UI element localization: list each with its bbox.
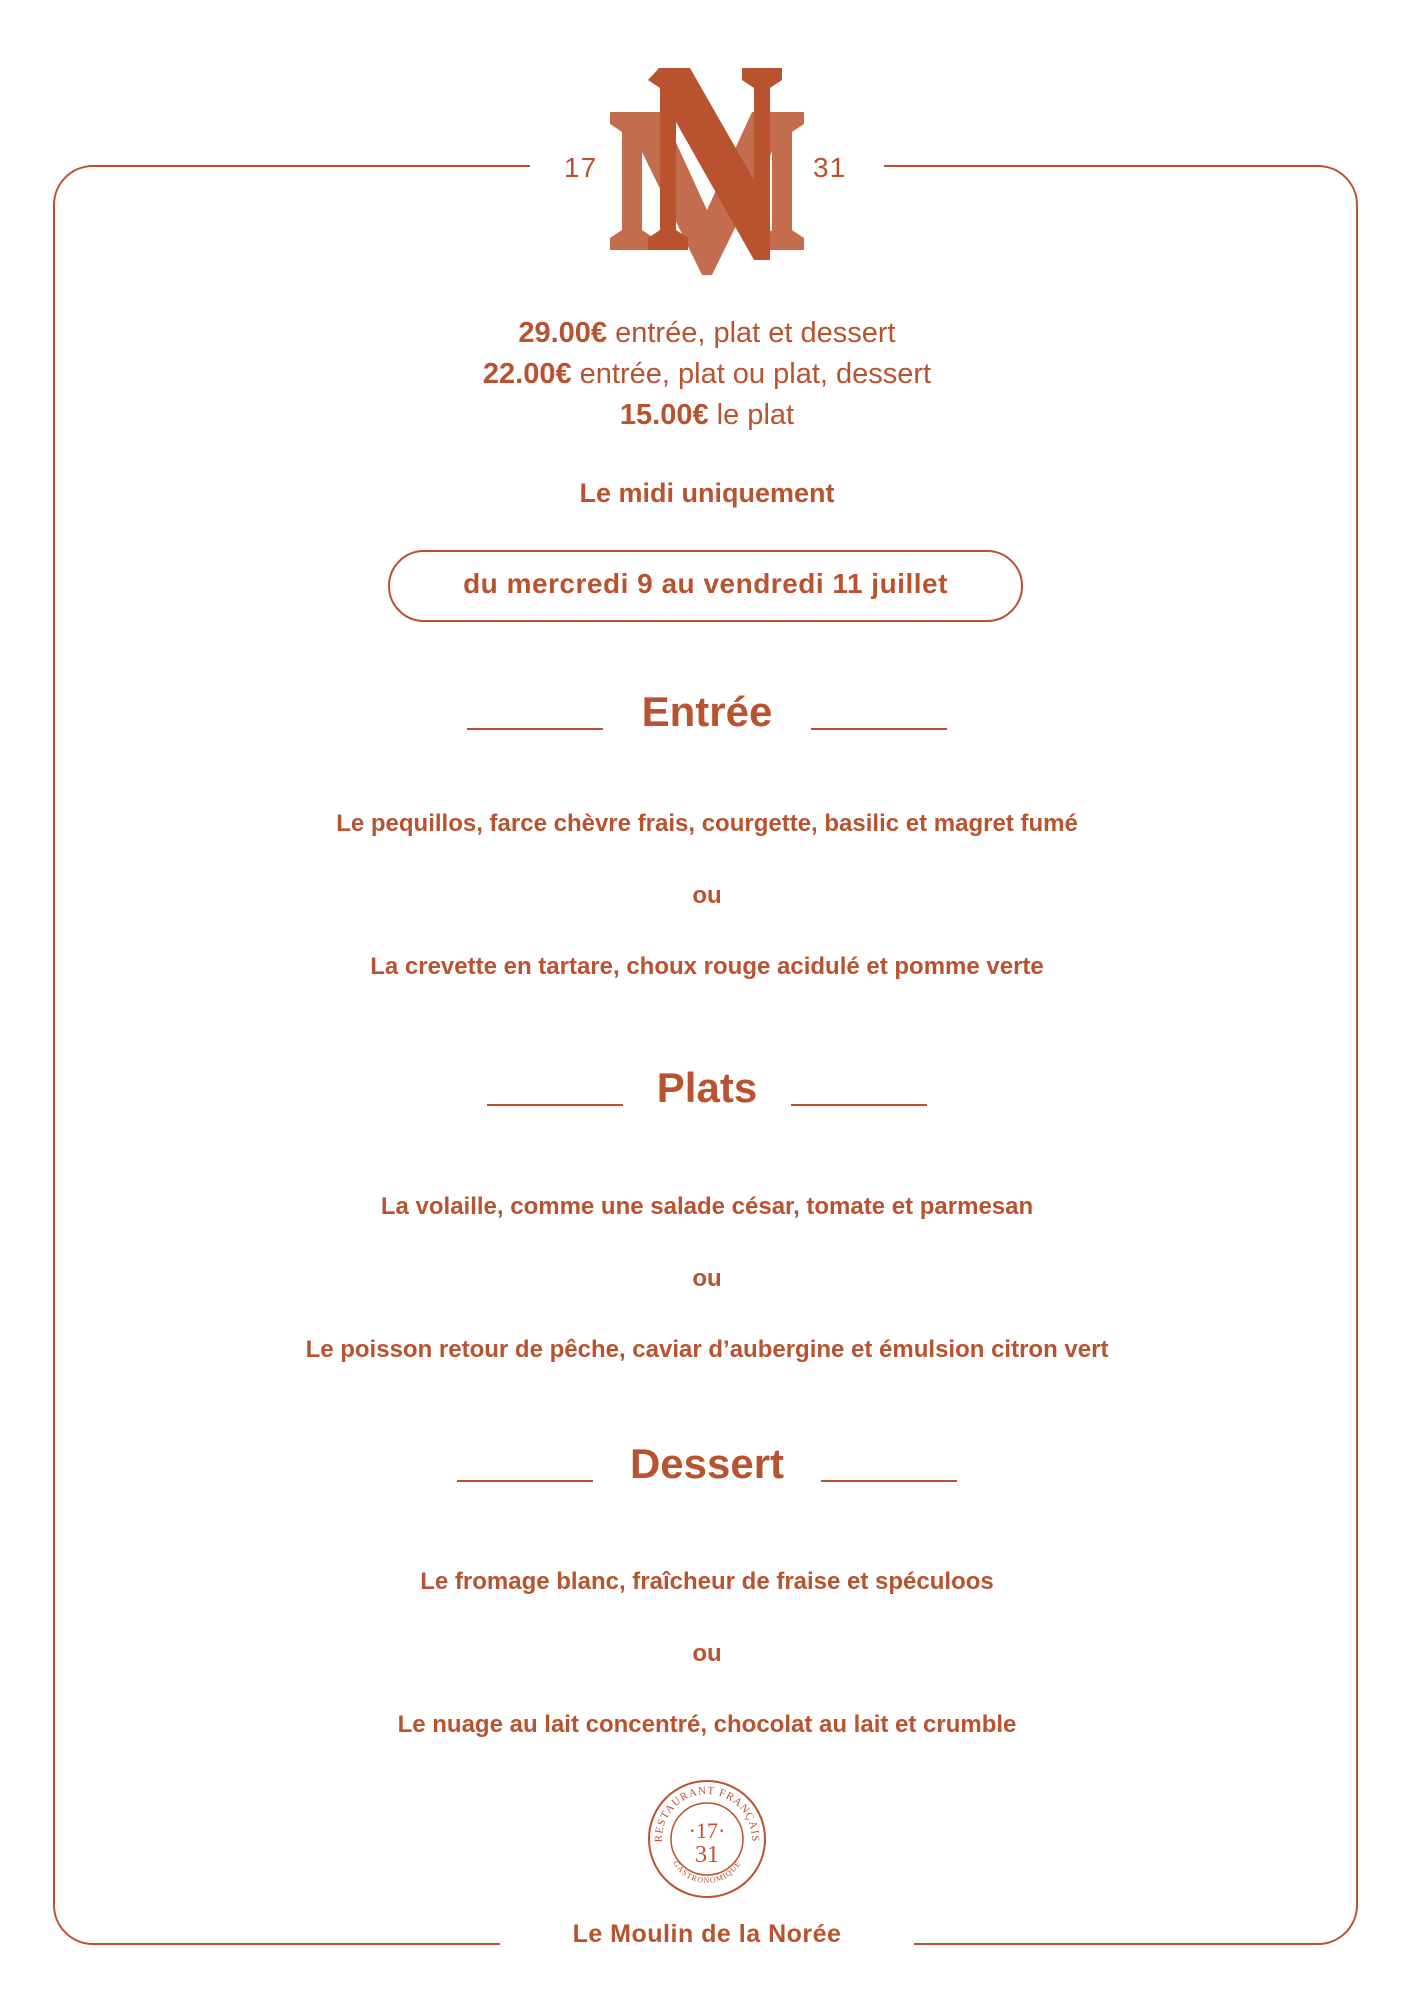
logo-year-left: 17 bbox=[564, 152, 598, 183]
dish-entree-1: Le pequillos, farce chèvre frais, courgette, basilic et magret fumé bbox=[336, 810, 1078, 837]
seal-number-bottom: 31 bbox=[695, 1842, 719, 1868]
seal-ring-bottom: GASTRONOMIQUE bbox=[671, 1859, 743, 1885]
section-title-plats: Plats bbox=[656, 1064, 758, 1111]
price-amount: 22.00€ bbox=[482, 358, 572, 390]
restaurant-name: Le Moulin de la Norée bbox=[572, 1920, 842, 1948]
price-amount: 15.00€ bbox=[619, 399, 709, 431]
price-desc: entrée, plat ou plat, dessert bbox=[571, 358, 932, 390]
lunch-only-notice: Le midi uniquement bbox=[579, 478, 835, 508]
section-title-entree: Entrée bbox=[641, 688, 773, 735]
price-line bbox=[0, 395, 1414, 436]
section-title-dessert: Dessert bbox=[629, 1440, 785, 1487]
dish-plat-2: Le poisson retour de pêche, caviar d’aubergine et émulsion citron vert bbox=[305, 1336, 1109, 1363]
dish-separator: ou bbox=[692, 1640, 722, 1667]
dish-separator: ou bbox=[692, 1265, 722, 1292]
logo-year-right: 31 bbox=[813, 152, 847, 183]
divider-line bbox=[811, 728, 947, 730]
dish-separator: ou bbox=[692, 882, 722, 909]
restaurant-seal-icon bbox=[646, 1778, 768, 1900]
price-list bbox=[0, 313, 1414, 436]
date-range-badge: du mercredi 9 au vendredi 11 juillet bbox=[388, 550, 1023, 622]
dish-plat-1: La volaille, comme une salade césar, tomate et parmesan bbox=[380, 1193, 1034, 1220]
price-line bbox=[0, 313, 1414, 354]
divider-line bbox=[821, 1480, 957, 1482]
price-line bbox=[0, 354, 1414, 395]
seal-number-top: ·17· bbox=[688, 1818, 726, 1843]
monogram-logo-icon bbox=[604, 60, 810, 285]
seal-ring-top: RESTAURANT FRANÇAIS bbox=[652, 1784, 762, 1843]
dish-dessert-1: Le fromage blanc, fraîcheur de fraise et spéculoos bbox=[420, 1568, 994, 1595]
divider-line bbox=[791, 1104, 927, 1106]
price-amount: 29.00€ bbox=[518, 317, 608, 349]
price-desc: entrée, plat et dessert bbox=[607, 317, 896, 349]
dish-dessert-2: Le nuage au lait concentré, chocolat au lait et crumble bbox=[397, 1711, 1017, 1738]
price-desc: le plat bbox=[708, 399, 795, 431]
logo bbox=[530, 60, 884, 290]
dish-entree-2: La crevette en tartare, choux rouge acidulé et pomme verte bbox=[370, 953, 1044, 980]
